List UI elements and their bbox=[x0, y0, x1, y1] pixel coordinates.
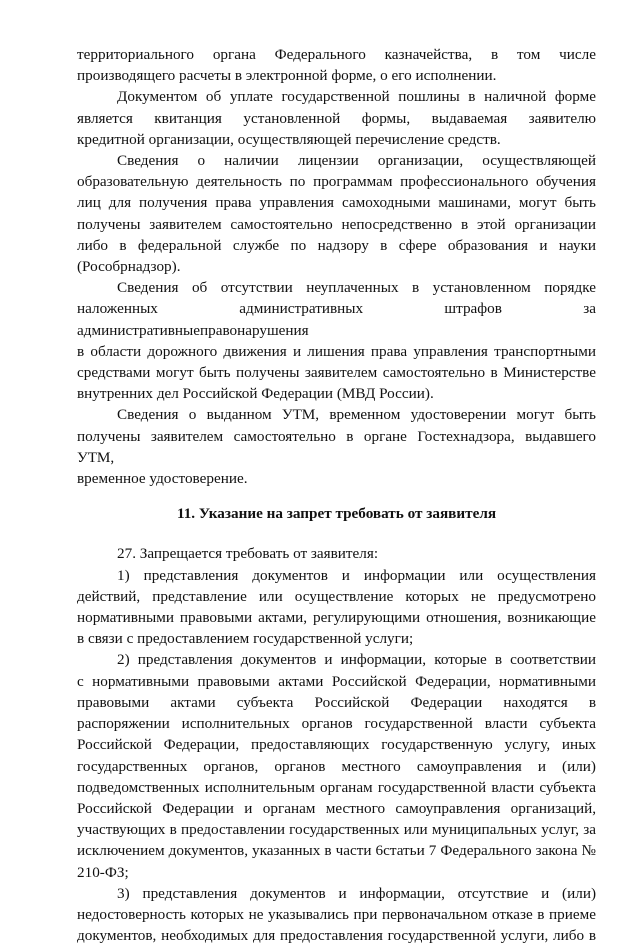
text-line: является квитанция установленной формы, выдаваемая заявителю bbox=[77, 109, 596, 127]
text-line: государственных органов, органов местного самоуправления и (или) bbox=[77, 757, 596, 775]
text-line: Документом об уплате государственной пошлины в наличной форме bbox=[117, 88, 596, 106]
paragraph bbox=[77, 565, 596, 650]
text-line: лиц для получения права управления самоходными машинами, могут быть bbox=[77, 194, 596, 212]
text-line: участвующих в предоставлении государственных или муниципальных услуг, за bbox=[77, 821, 596, 839]
text-line: наложенных административных штрафов за административныеправонарушения bbox=[77, 300, 596, 339]
text-line: (Рособрнадзор). bbox=[77, 258, 181, 276]
text-line: Сведения об отсутствии неуплаченных в установленном порядке bbox=[117, 279, 596, 297]
text-line: либо в федеральной службе по надзору в сфере образования и науки bbox=[77, 236, 596, 254]
text-line: нормативными правовыми актами, регулирующими отношения, возникающие bbox=[77, 609, 596, 627]
text-line: документов, необходимых для предоставления государственной услуги, либо в bbox=[77, 927, 596, 945]
text-line: 2) представления документов и информации, которые в соответствии bbox=[117, 651, 596, 669]
document-body-bottom bbox=[77, 543, 596, 946]
section-heading: 11. Указание на запрет требовать от заявителя bbox=[176, 505, 497, 523]
paragraph bbox=[77, 404, 596, 489]
text-line: получены заявителем самостоятельно непосредственно в этой организации bbox=[77, 215, 596, 233]
text-line: с нормативными правовыми актами Российской Федерации, нормативными bbox=[77, 672, 596, 690]
text-line: правовыми актами субъекта Российской Федерации находятся в bbox=[77, 693, 596, 711]
text-line: Сведения о наличии лицензии организации, осуществляющей bbox=[117, 152, 596, 170]
paragraph bbox=[77, 543, 596, 564]
text-line: 1) представления документов и информации или осуществления bbox=[117, 566, 596, 584]
text-line: действий, представление или осуществление которых не предусмотрено bbox=[77, 587, 596, 605]
paragraph bbox=[77, 150, 596, 277]
text-line: кредитной организации, осуществляющей перечисление средств. bbox=[77, 130, 501, 148]
text-line: распоряжении исполнительных органов государственной власти субъекта bbox=[77, 715, 596, 733]
text-line: средствами могут быть получены заявителем самостоятельно в Министерстве bbox=[77, 364, 596, 382]
document-body-top bbox=[77, 44, 596, 489]
text-line: 27. Запрещается требовать от заявителя: bbox=[117, 545, 379, 563]
text-line: Российской Федерации, предоставляющих государственную услугу, иных bbox=[77, 736, 596, 754]
text-line: 210-ФЗ; bbox=[77, 863, 129, 881]
paragraph bbox=[77, 883, 596, 946]
text-line: территориального органа Федерального казначейства, в том числе bbox=[77, 46, 596, 63]
text-line: недостоверность которых не указывались при первоначальном отказе в приеме bbox=[77, 905, 596, 923]
paragraph bbox=[77, 277, 596, 404]
paragraph bbox=[77, 86, 596, 150]
text-line: временное удостоверение. bbox=[77, 470, 248, 488]
text-line: внутренних дел Российской Федерации (МВД России). bbox=[77, 385, 434, 403]
paragraph bbox=[77, 44, 596, 86]
text-line: производящего расчеты в электронной форме, о его исполнении. bbox=[77, 67, 497, 85]
text-line: образовательную деятельность по программам профессионального обучения bbox=[77, 173, 596, 191]
spacer bbox=[77, 524, 596, 543]
paragraph bbox=[77, 649, 596, 882]
text-line: в связи с предоставлением государственной услуги; bbox=[77, 630, 414, 648]
text-line: исключением документов, указанных в части 6статьи 7 Федерального закона № bbox=[77, 842, 596, 860]
spacer bbox=[77, 489, 596, 503]
text-line: получены заявителем самостоятельно в органе Гостехнадзора, выдавшего УТМ, bbox=[77, 427, 596, 466]
text-line: Сведения о выданном УТМ, временном удостоверении могут быть bbox=[117, 406, 596, 424]
text-line: подведомственных исполнительным органам государственной власти субъекта bbox=[77, 778, 596, 796]
text-line: Российской Федерации и органам местного самоуправления организаций, bbox=[77, 799, 596, 817]
text-line: в области дорожного движения и лишения права управления транспортными bbox=[77, 342, 596, 360]
text-line: 3) представления документов и информации, отсутствие и (или) bbox=[117, 884, 596, 902]
